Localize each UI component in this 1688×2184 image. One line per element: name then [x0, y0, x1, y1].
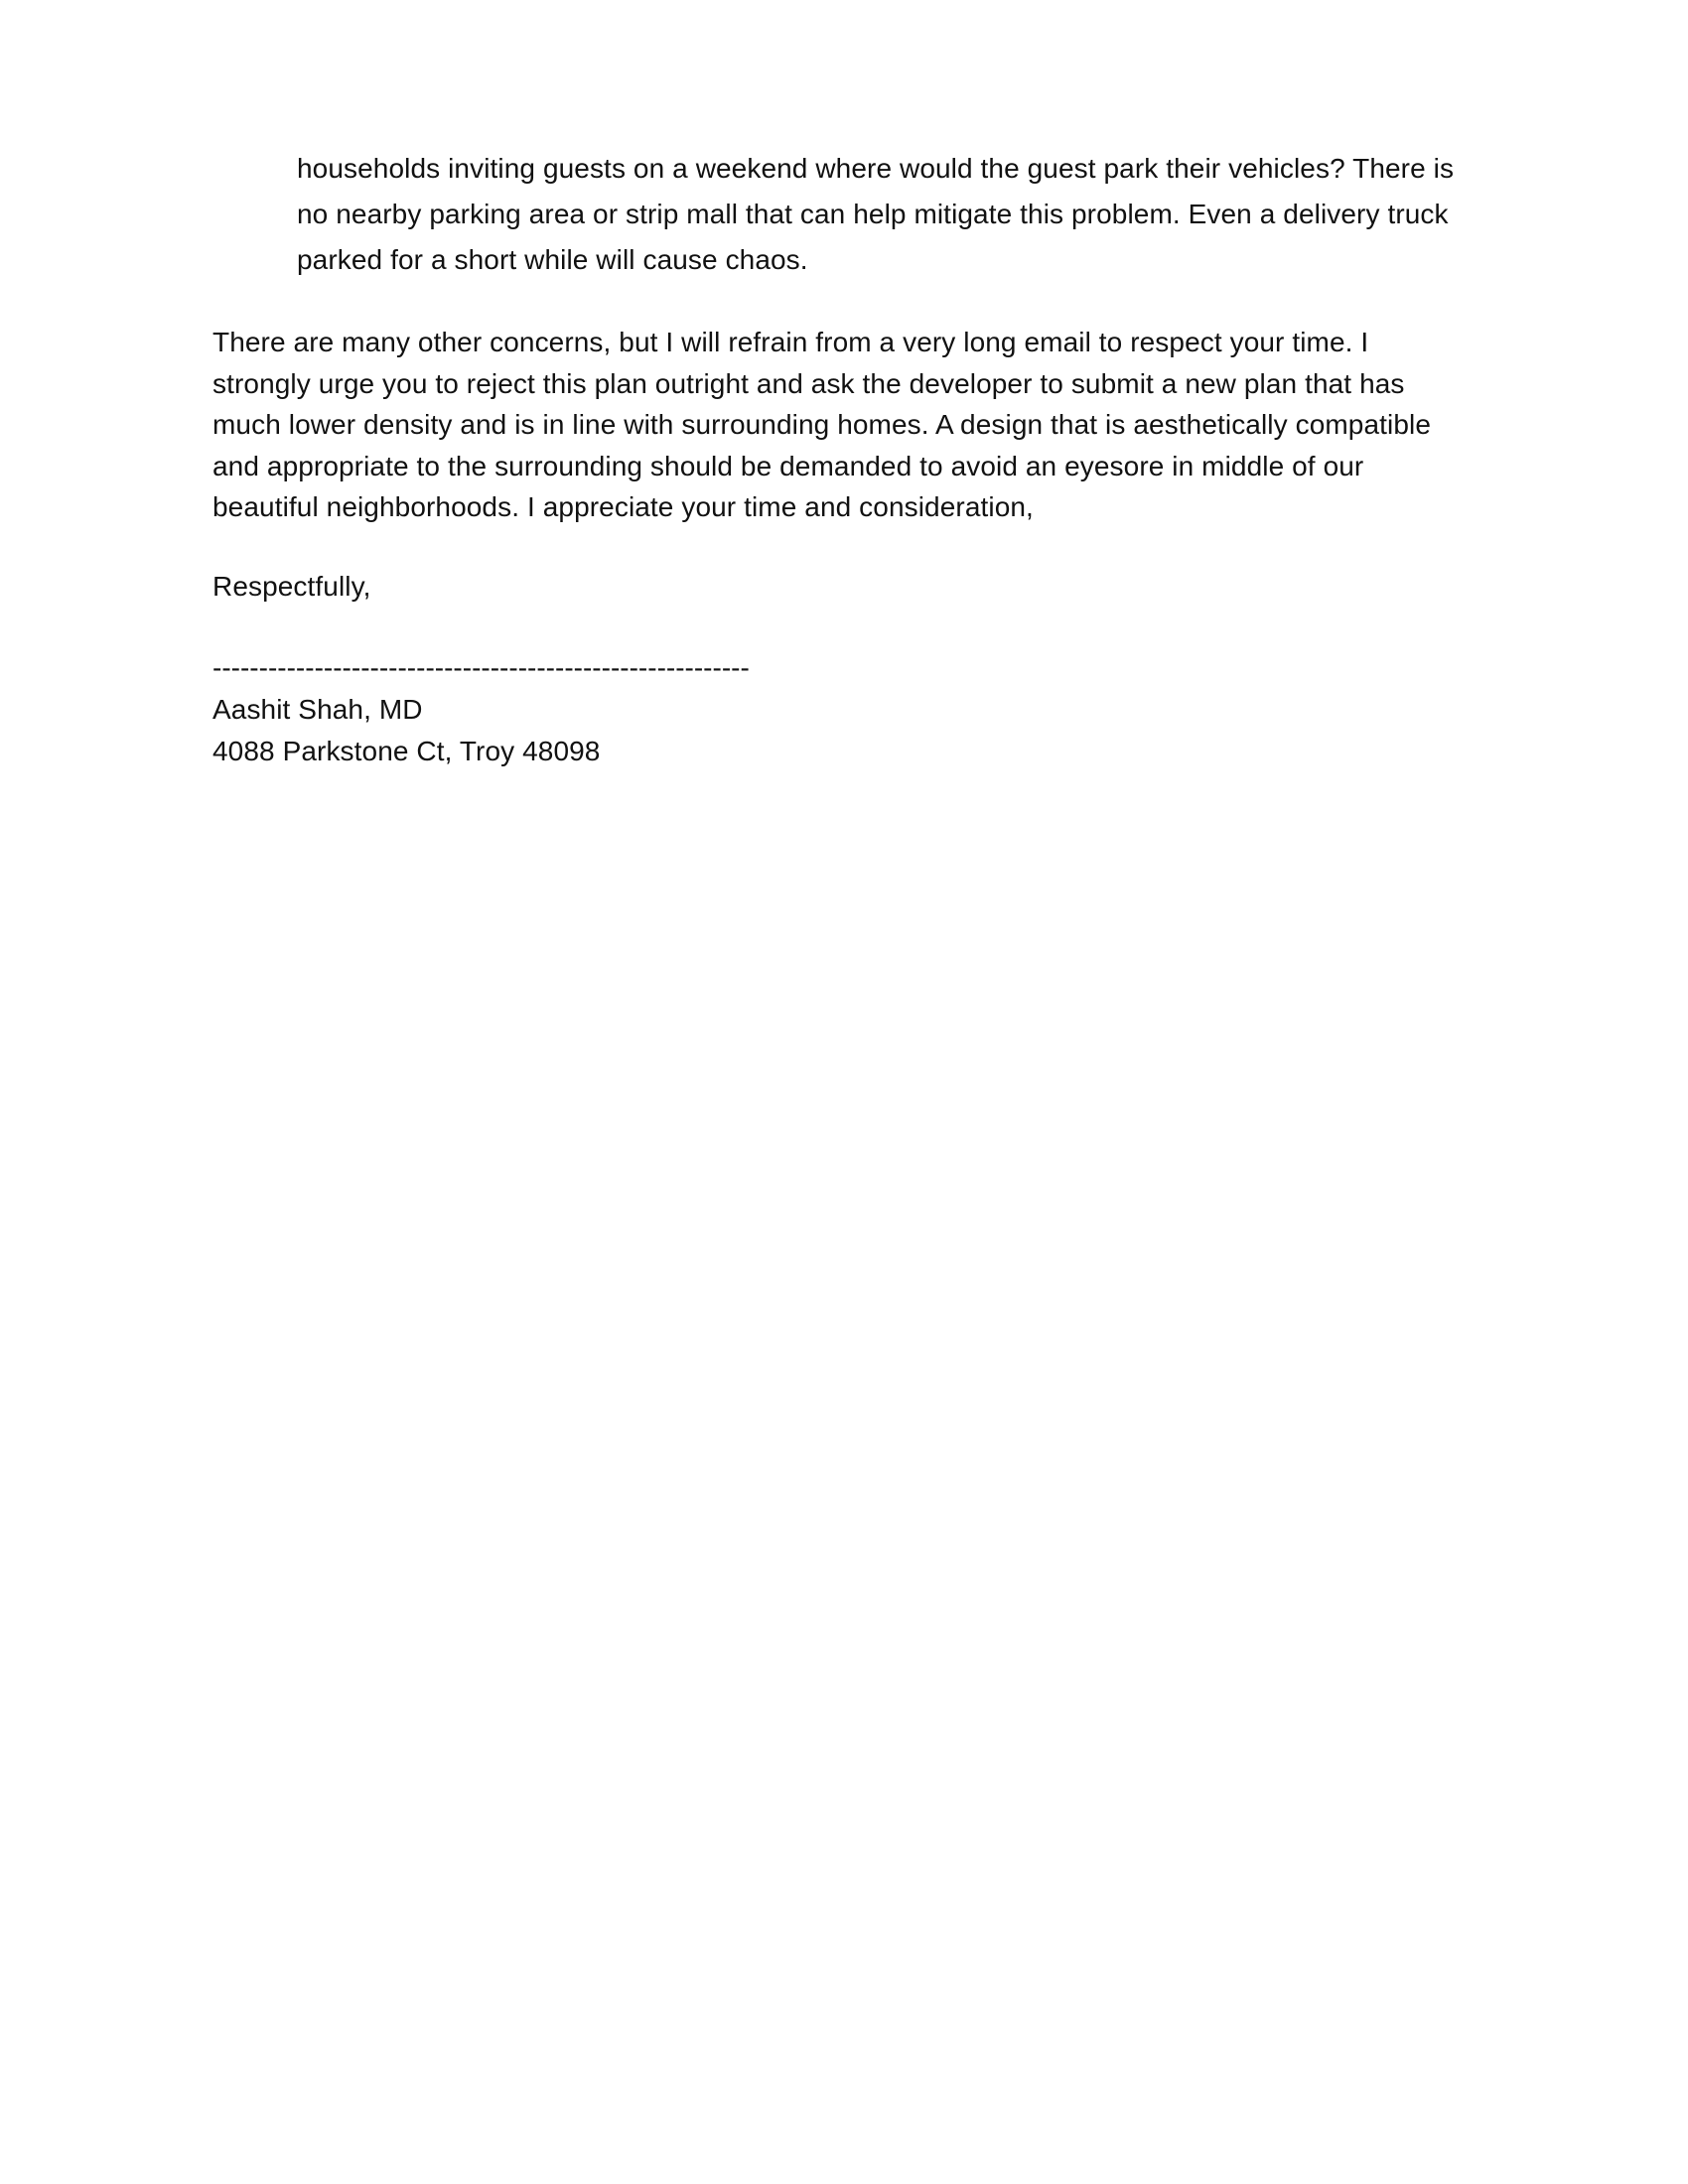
continued-paragraph [297, 146, 1466, 283]
paragraph-line: parked for a short while will cause chaos. [297, 244, 808, 275]
paragraph-line: households inviting guests on a weekend where would the guest park their vehicles? There is [297, 153, 1455, 184]
closing-paragraph [212, 322, 1466, 528]
signoff: Respectfully, [212, 571, 371, 602]
paragraph-line: and appropriate to the surrounding should be demanded to avoid an eyesore in middle of our [212, 450, 1364, 481]
signature-line: ---------------------------------------------------------- [212, 652, 750, 683]
paragraph-line: strongly urge you to reject this plan outright and ask the developer to submit a new plan that has [212, 367, 1405, 399]
paragraph-line: beautiful neighborhoods. I appreciate your time and consideration, [212, 491, 1034, 522]
signer-name: Aashit Shah, MD [212, 694, 423, 725]
signer-address: 4088 Parkstone Ct, Troy 48098 [212, 736, 601, 766]
paragraph-line: much lower density and is in line with surrounding homes. A design that is aesthetically compatible [212, 409, 1431, 440]
paragraph-line: There are many other concerns, but I will refrain from a very long email to respect your time. I [212, 327, 1369, 357]
paragraph-line: no nearby parking area or strip mall that can help mitigate this problem. Even a delivery truck [297, 199, 1449, 229]
